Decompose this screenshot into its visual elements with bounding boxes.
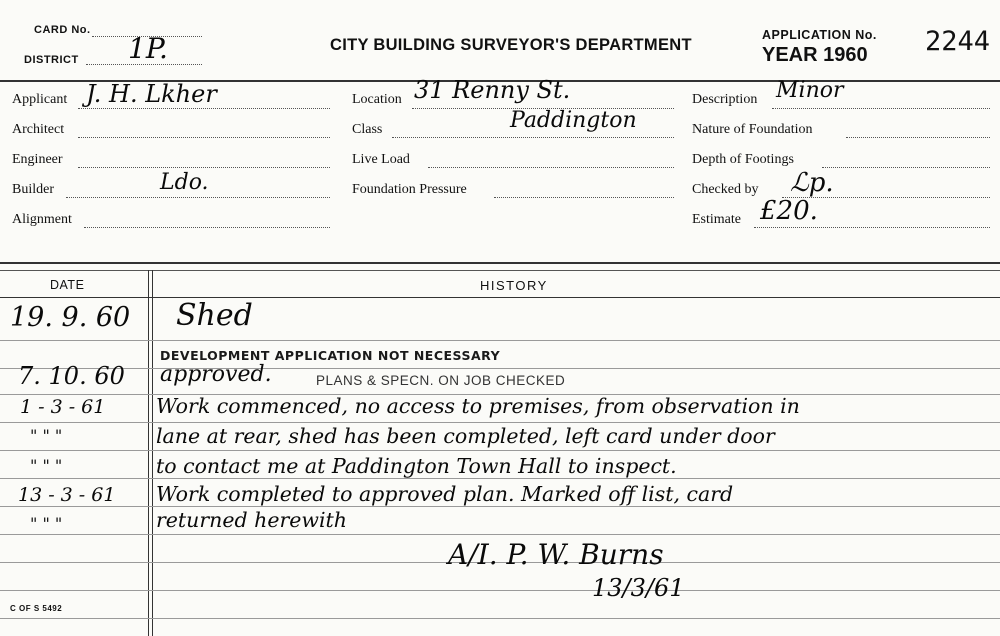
district-label: DISTRICT — [24, 54, 79, 66]
engineer-label: Engineer — [12, 152, 63, 167]
entry-date: " " " — [30, 456, 63, 475]
alignment-label: Alignment — [12, 212, 72, 227]
entry-text: Work commenced, no access to premises, from observation in — [156, 394, 800, 418]
applicant-label: Applicant — [12, 92, 68, 107]
entry-date: 1 - 3 - 61 — [20, 396, 106, 418]
entry-date: 19. 9. 60 — [10, 302, 131, 333]
form-code: C OF S 5492 — [10, 604, 63, 613]
card-no-label: CARD No. — [34, 24, 91, 36]
nature-of-foundation-label: Nature of Foundation — [692, 122, 813, 137]
class-label: Class — [352, 122, 383, 137]
checked-by-value: ℒp. — [790, 168, 834, 198]
entry-date: " " " — [30, 426, 63, 445]
district-value: 1P. — [128, 32, 168, 65]
signature: A/I. P. W. Burns — [448, 538, 664, 571]
entry-date: 7. 10. 60 — [18, 362, 125, 390]
history-top-border — [0, 262, 1000, 264]
location-value-2: Paddington — [510, 108, 637, 133]
builder-label: Builder — [12, 182, 54, 197]
description-label: Description — [692, 92, 758, 107]
application-number: 2244 — [925, 26, 991, 57]
applicant-value: J. H. Lkher — [86, 80, 217, 108]
entry-text: approved. — [160, 362, 272, 387]
depth-of-footings-label: Depth of Footings — [692, 152, 794, 167]
history-header: HISTORY — [480, 278, 548, 293]
year-label: YEAR 1960 — [762, 44, 868, 66]
entry-date: " " " — [30, 514, 63, 533]
entry-text: Work completed to approved plan. Marked off list, card — [156, 482, 734, 506]
entry-text: returned herewith — [156, 508, 347, 532]
architect-label: Architect — [12, 122, 65, 137]
foundation-pressure-label: Foundation Pressure — [352, 182, 467, 197]
entry-text: to contact me at Paddington Town Hall to inspect. — [156, 454, 677, 478]
date-header: DATE — [50, 278, 85, 292]
location-label: Location — [352, 92, 402, 107]
estimate-label: Estimate — [692, 212, 741, 227]
entry-text: Shed — [176, 298, 253, 333]
signature-date: 13/3/61 — [592, 574, 685, 602]
builder-value: Ldo. — [160, 170, 209, 195]
date-column-divider — [148, 270, 149, 636]
application-no-label: APPLICATION No. — [762, 28, 877, 42]
stamp-plans-checked: PLANS & SPECN. ON JOB CHECKED — [316, 373, 566, 388]
estimate-value: £20. — [760, 196, 818, 226]
entry-text: lane at rear, shed has been completed, left card under door — [156, 424, 775, 448]
stamp-development-application: DEVELOPMENT APPLICATION NOT NECESSARY — [160, 348, 501, 363]
checked-by-label: Checked by — [692, 182, 759, 197]
description-value: Minor — [776, 78, 844, 103]
entry-date: 13 - 3 - 61 — [18, 484, 116, 506]
location-value: 31 Renny St. — [414, 76, 571, 104]
live-load-label: Live Load — [352, 152, 410, 167]
department-title: CITY BUILDING SURVEYOR'S DEPARTMENT — [330, 36, 692, 54]
